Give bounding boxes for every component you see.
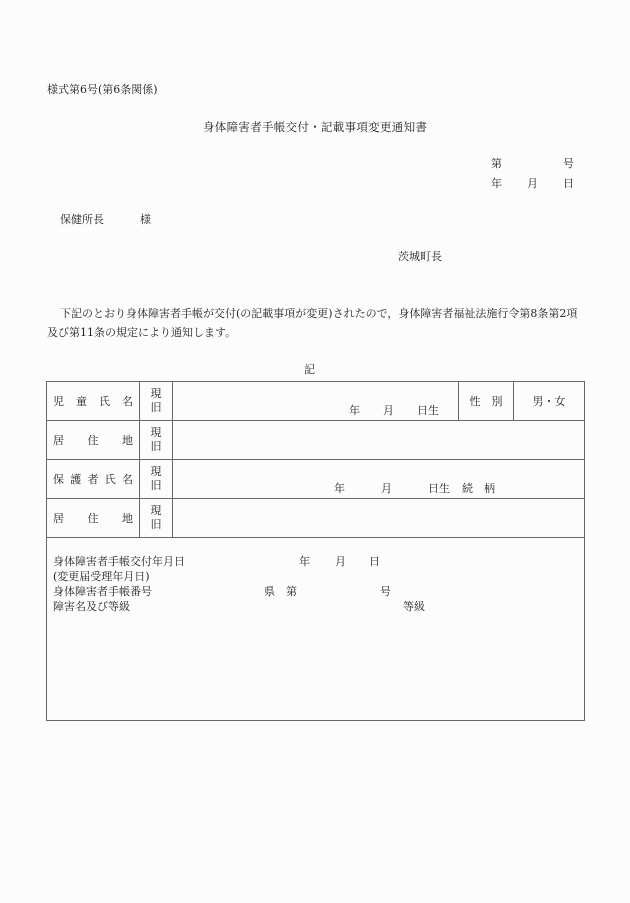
date-day: 日 [563,177,574,190]
table-row-guardian-name [47,460,585,499]
ki-heading: 記 [304,363,315,376]
table-row-child-name [47,382,585,421]
relation-label: 続 柄 [462,482,495,495]
handbook-details: 身体障害者手帳交付年月日 年 月 日 (変更届受理年月日) 身体障害者手帳番号 県 第 号 障害名及び等級 等級 [47,538,585,721]
body-text: 下記のとおり身体障害者手帳が交付(の記載事項が変更)されたので，身体障害者福祉法施行令第8条第2項及び第11条の規定により通知します。 [47,307,578,339]
current-old-marker: 現 旧 [140,499,173,538]
sender: 茨城町長 [398,250,442,263]
addressee-name: 保健所長 [60,213,104,226]
number-dai: 第 [491,157,502,170]
child-name-label: 児 童 氏 名 [47,382,140,421]
guardian-address-field[interactable] [173,499,585,538]
issue-date-label: 身体障害者手帳交付年月日 [53,555,185,568]
sex-label: 性 別 [459,382,514,421]
date-year: 年 [491,177,502,190]
current-old-marker: 現 旧 [140,421,173,460]
addressee [60,211,151,227]
document-title: 身体障害者手帳交付・記載事項変更通知書 [203,120,428,134]
addressee-honorific: 様 [140,213,151,226]
guardian-name-label: 保 護 者 氏 名 [47,460,140,499]
notification-table [46,381,585,721]
sex-value[interactable]: 男・女 [514,382,585,421]
current-old-marker: 現 旧 [140,382,173,421]
child-name-field[interactable]: 年 月 日生 [173,382,459,421]
handbook-number-label: 身体障害者手帳番号 [53,585,152,598]
date-month: 月 [527,177,538,190]
child-address-label: 居 住 地 [47,421,140,460]
grade-suffix: 等級 [403,600,425,613]
guardian-address-label: 居 住 地 [47,499,140,538]
number-go: 号 [563,157,574,170]
table-row-handbook-details [47,538,585,721]
child-address-field[interactable] [173,421,585,460]
table-row-child-address [47,421,585,460]
change-date-label: (変更届受理年月日) [53,570,150,583]
table-row-guardian-address [47,499,585,538]
current-old-marker: 現 旧 [140,460,173,499]
form-id: 様式第6号(第6条関係) [47,83,158,96]
guardian-name-field[interactable]: 年 月 日生 続 柄 [173,460,585,499]
disability-label: 障害名及び等級 [53,600,130,613]
